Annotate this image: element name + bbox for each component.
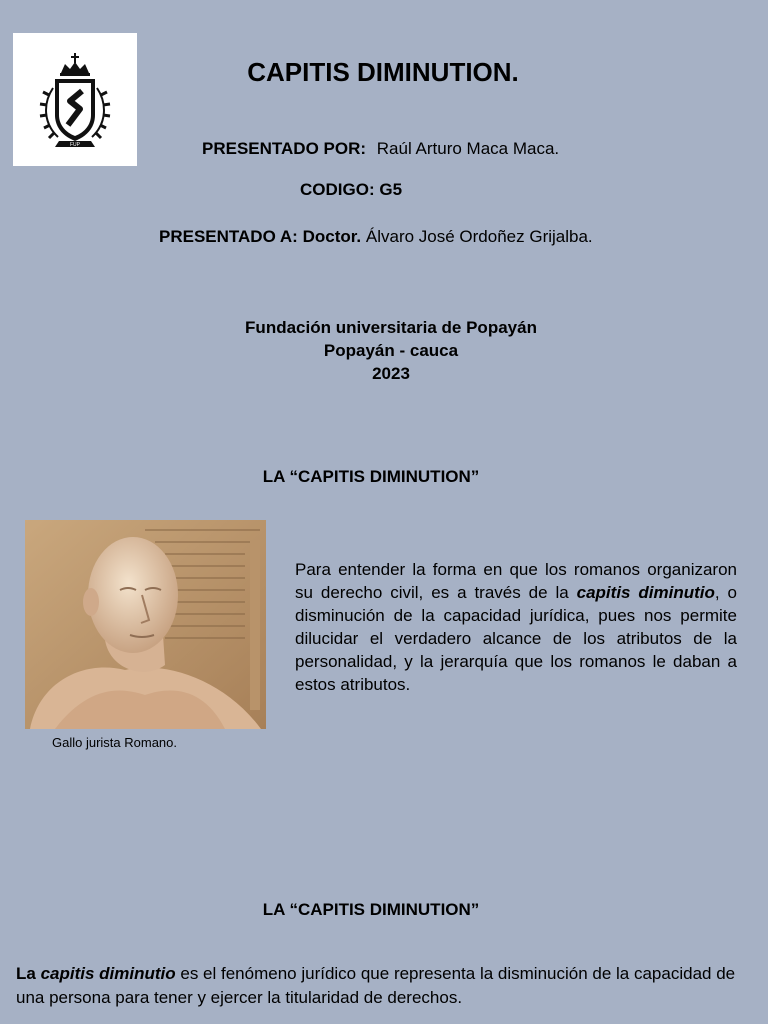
roman-bust-image — [25, 520, 266, 729]
image-caption: Gallo jurista Romano. — [52, 735, 177, 750]
presented-to-label: PRESENTADO A: — [159, 227, 298, 246]
university-logo — [13, 33, 137, 166]
university-shield-logo-icon — [13, 33, 137, 166]
page-title: CAPITIS DIMINUTION. — [247, 57, 519, 87]
section-1-heading: LA “CAPITIS DIMINUTION” — [262, 467, 480, 486]
presented-by-value: Raúl Arturo Maca Maca. — [376, 139, 560, 158]
presented-to-title: Doctor. — [302, 227, 362, 246]
section-2-heading: LA “CAPITIS DIMINUTION” — [262, 900, 480, 919]
paragraph-end: , o disminución de la capacidad jurídica, pues nos permite dilucidar el verdadero alcance de los atributos de la personalidad, y la jerarquía que los romanos le daban a estos atributos. — [295, 583, 738, 694]
institution-year: 2023 — [372, 364, 410, 383]
institution-name: Fundación universitaria de Popayán — [245, 318, 537, 337]
svg-text:FUP: FUP — [70, 142, 80, 148]
presented-by-label: PRESENTADO POR: — [202, 139, 367, 158]
code-value: G5 — [379, 180, 403, 199]
institution-city: Popayán - cauca — [323, 341, 459, 360]
definition-text: es el fenómeno jurídico que representa la disminución de la capacidad de una persona para tener y ejercer la titularidad de derechos. — [16, 964, 736, 1007]
presented-by-line — [202, 139, 559, 159]
presented-to-value: Álvaro José Ordoñez Grijalba. — [365, 227, 593, 246]
roman-bust-photo — [25, 520, 266, 729]
definition-lead: La — [16, 964, 36, 983]
paragraph-start: Para entender la forma en que los romanos organizaron su derecho civil, es a través de la — [295, 560, 737, 602]
definition-paragraph — [16, 962, 736, 1010]
definition-term: capitis diminutio — [40, 964, 176, 983]
institution-block — [0, 316, 768, 385]
code-label: CODIGO: — [300, 180, 375, 199]
paragraph-term: capitis diminutio — [576, 583, 715, 602]
code-line — [300, 180, 402, 200]
presented-to-line — [159, 227, 593, 247]
intro-paragraph — [295, 558, 737, 696]
